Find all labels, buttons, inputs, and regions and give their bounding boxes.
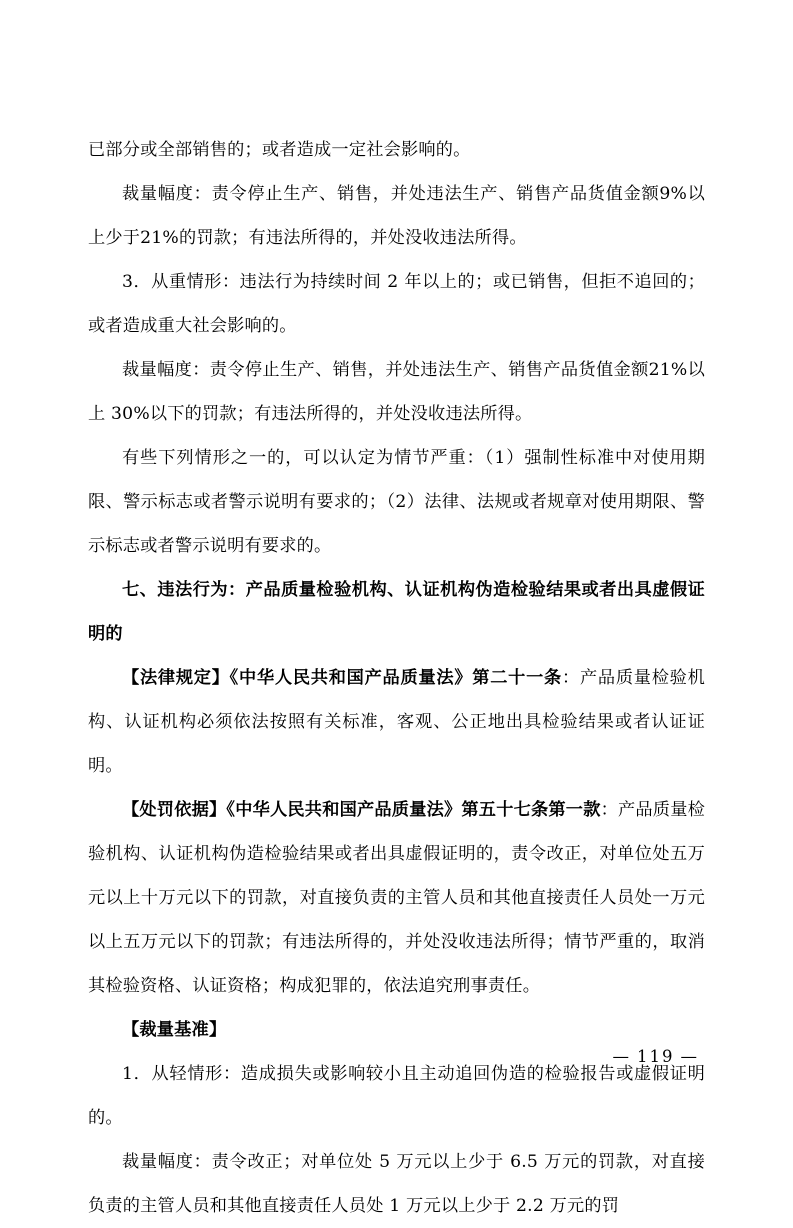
paragraph-penalty-basis	[88, 788, 705, 1008]
legal-provision-label: 【法律规定】《中华人民共和国产品质量法》第二十一条	[122, 668, 562, 688]
page-number-left-dash: —	[612, 1047, 631, 1066]
paragraph: 裁量幅度：责令停止生产、销售，并处违法生产、销售产品货值金额9%以上少于21%的罚款；有违法所得的，并处没收违法所得。	[88, 184, 705, 248]
penalty-basis-text: ：产品质量检验机构、认证机构伪造检验结果或者出具虚假证明的，责令改正，对单位处五万元以上十万元以下的罚款，对直接负责的主管人员和其他直接责任人员处一万元以上五万元以下的罚款；有违法所得的，并处没收违法所得；情节严重的，取消其检验资格、认证资格；构成犯罪的，依法追究刑事责任。	[88, 800, 705, 996]
paragraph: 1．从轻情形：造成损失或影响较小且主动追回伪造的检验报告或虚假证明的。	[88, 1064, 705, 1128]
paragraph: 有些下列情形之一的，可以认定为情节严重：（1）强制性标准中对使用期限、警示标志或者警示说明有要求的；（2）法律、法规或者规章对使用期限、警示标志或者警示说明有要求的。	[88, 448, 705, 556]
legal-provision-text: ：产品质量检验机构、认证机构必须依法按照有关标准，客观、公正地出具检验结果或者认证证明。	[88, 668, 705, 776]
page-number-value: 119	[637, 1047, 675, 1066]
paragraph: 3．从重情形：违法行为持续时间 2 年以上的；或已销售，但拒不追回的；或者造成重大社会影响的。	[88, 272, 705, 336]
section-heading: 七、违法行为：产品质量检验机构、认证机构伪造检验结果或者出具虚假证明的	[88, 580, 705, 644]
page-number-right-dash: —	[680, 1047, 699, 1066]
paragraph-legal-provision	[88, 656, 705, 788]
paragraph: 已部分或全部销售的；或者造成一定社会影响的。	[88, 140, 471, 160]
page-number-footer	[0, 1047, 705, 1066]
discretion-standard-label: 【裁量基准】	[122, 1020, 227, 1040]
penalty-basis-label: 【处罚依据】《中华人民共和国产品质量法》第五十七条第一款	[122, 800, 601, 820]
paragraph: 裁量幅度：责令改正；对单位处 5 万元以上少于 6.5 万元的罚款，对直接负责的主管人员和其他直接责任人员处 1 万元以上少于 2.2 万元的罚	[88, 1152, 705, 1216]
paragraph: 裁量幅度：责令停止生产、销售，并处违法生产、销售产品货值金额21%以上 30%以下的罚款；有违法所得的，并处没收违法所得。	[88, 360, 705, 424]
